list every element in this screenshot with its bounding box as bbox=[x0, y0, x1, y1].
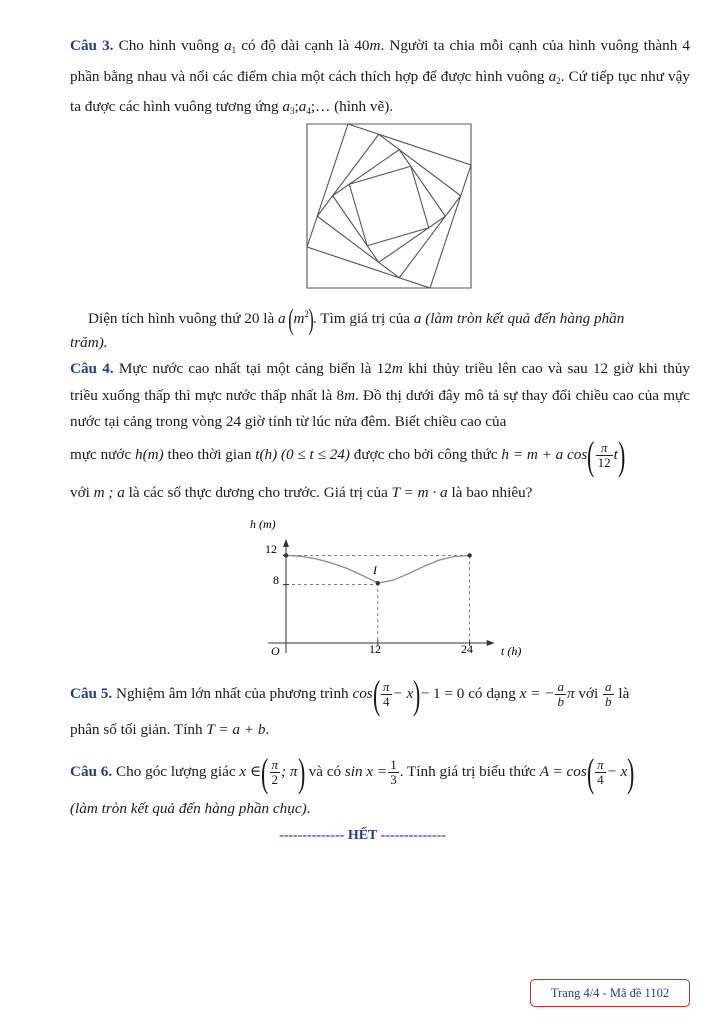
q4-formula-lhs: h = m + a cos bbox=[501, 446, 588, 463]
q4-text-1: Mực nước cao nhất tại một cảng biển là bbox=[118, 360, 372, 377]
q4-cond: (0 ≤ t ≤ 24) bbox=[280, 446, 350, 463]
q3-text-2: có độ dài cạnh là bbox=[241, 37, 350, 54]
q6-text-1: Cho góc lượng giác bbox=[116, 763, 236, 780]
point-start bbox=[284, 553, 288, 557]
graph-xlabel: t (h) bbox=[501, 644, 522, 658]
question-6-end bbox=[70, 796, 690, 823]
q5-frac-b: b bbox=[557, 694, 564, 710]
question-4-formula-line: mực nước h(m) theo thời gian t(h) (0 ≤ t ≤ 24) được cho bởi công thức h = m + a cos( $\frac{\pi}{12}$ t) bbox=[70, 432, 626, 478]
q6-text-4: (làm tròn kết quả đến hàng phần chục) bbox=[70, 800, 307, 817]
q5-text-4: là bbox=[618, 685, 630, 702]
end-marker: -------------- HẾT -------------- bbox=[279, 828, 446, 843]
question-3-continued: Diện tích hình vuông thứ 20 là a $(m^2)$. Tìm giá trị của a (làm tròn kết quả đến hàng phần bbox=[88, 302, 625, 336]
question-6-label: Câu 6. bbox=[70, 763, 113, 780]
q3-a2-sub: 2 bbox=[556, 75, 561, 86]
question-3 bbox=[70, 33, 690, 125]
q4-text-11: với bbox=[70, 484, 90, 501]
q3-a2: a bbox=[548, 67, 557, 85]
square-1 bbox=[307, 124, 471, 288]
q4-text-13: là bao nhiêu? bbox=[451, 484, 533, 501]
q5-eq: − 1 = 0 bbox=[420, 685, 465, 702]
q3-text-10: (làm tròn kết quả đến hàng phần bbox=[425, 310, 625, 327]
q5-frac-ab-2 bbox=[603, 680, 614, 709]
q4-ma: m ; a bbox=[93, 484, 125, 501]
q4-h12: 12 bbox=[592, 360, 609, 377]
q5-text-1: Nghiệm âm lớn nhất của phương trình bbox=[116, 685, 349, 702]
question-4-end bbox=[70, 480, 690, 507]
question-5-end bbox=[70, 717, 690, 744]
q5-cos: cos bbox=[352, 685, 373, 702]
q3-text-8: là bbox=[263, 310, 275, 327]
question-3-tail bbox=[70, 330, 690, 357]
q3-a3: a bbox=[282, 98, 291, 115]
square-5 bbox=[349, 166, 428, 245]
y-axis-arrow bbox=[283, 539, 289, 547]
q4-text-8: mực nước bbox=[70, 446, 132, 463]
q4-frac bbox=[596, 441, 613, 470]
q4-v12: 12 bbox=[376, 360, 392, 377]
q3-text-6: (hình vẽ). bbox=[334, 98, 394, 115]
q6-frac-2-num: 1 bbox=[390, 757, 397, 773]
graph-ytick-8: 8 bbox=[273, 573, 279, 587]
graph-xtick-12: 12 bbox=[369, 642, 381, 656]
q6-frac-1-num: π bbox=[271, 757, 279, 773]
q6-frac-3 bbox=[595, 758, 606, 787]
q3-text-1: Cho hình vuông bbox=[118, 37, 219, 54]
q3-dot: . bbox=[560, 67, 565, 85]
square-2 bbox=[307, 124, 471, 288]
q4-text-10: được cho bởi công thức bbox=[353, 446, 498, 463]
q5-pi: π bbox=[566, 685, 575, 702]
square-4 bbox=[333, 150, 446, 263]
q5-text-3: với bbox=[578, 685, 599, 702]
q4-text-6: chiều cao của mực nước tại cảng trong vòng bbox=[70, 386, 691, 430]
q3-var-a: a bbox=[278, 310, 286, 327]
q3-m2: m bbox=[293, 310, 305, 327]
question-4 bbox=[70, 356, 690, 436]
q6-frac-3-den: 4 bbox=[597, 772, 604, 788]
q4-text-2: khi thủy triều lên cao và sau bbox=[408, 360, 588, 377]
q3-text-11: trăm). bbox=[70, 334, 108, 351]
q3-side: 40 bbox=[354, 37, 370, 54]
question-5: Câu 5. Nghiệm âm lớn nhất của phương trình cos( $\frac{\pi}{4}$ − x)− 1 = 0 có dạng x = − $\frac{a}{b}$ π với $\frac{a}{b}$ là bbox=[70, 671, 630, 717]
q4-t: t bbox=[613, 446, 618, 463]
q6-frac-3-num: π bbox=[597, 757, 604, 773]
q5-frac-a-2: a bbox=[605, 679, 612, 695]
point-end bbox=[467, 553, 471, 557]
q5-text-5: phân số tối giản. Tính bbox=[70, 721, 203, 738]
q4-text-3: giờ khi bbox=[613, 360, 658, 377]
q4-text-5: . Đồ thị dưới đây mô tả sự thay đổi bbox=[355, 386, 572, 404]
q3-unit: m bbox=[369, 37, 381, 54]
q4-frac-num: π bbox=[596, 441, 613, 456]
q3-text-7: Diện tích hình vuông thứ bbox=[88, 310, 241, 327]
question-5-label: Câu 5. bbox=[70, 685, 113, 702]
q6-dot: . bbox=[306, 800, 311, 817]
q3-a3-sub: 3 bbox=[290, 106, 295, 116]
q3-ellipsis: ;… bbox=[310, 98, 331, 115]
q5-frac bbox=[381, 680, 392, 709]
q5-xeq: x = − bbox=[519, 685, 555, 702]
q4-th: t(h) bbox=[255, 446, 278, 463]
graph-ylabel: h (m) bbox=[250, 517, 276, 531]
tide-graph bbox=[240, 512, 540, 667]
q4-text-12: là các số thực dương cho trước. Giá trị của bbox=[128, 484, 388, 501]
q5-dot: . bbox=[265, 721, 270, 738]
q6-frac-1 bbox=[270, 758, 281, 787]
page-footer: Trang 4/4 - Mã đề 1102 bbox=[530, 979, 690, 1007]
q3-a4: a bbox=[298, 98, 307, 115]
q5-text-2: có dạng bbox=[468, 685, 516, 702]
q5-frac-den: 4 bbox=[383, 694, 390, 710]
q6-text-2: và có bbox=[308, 763, 342, 780]
q4-unit: m bbox=[391, 360, 403, 377]
q3-m2-sup: 2 bbox=[304, 309, 309, 319]
q6-semi: ; π bbox=[281, 763, 298, 780]
q4-v8: 8 bbox=[336, 386, 345, 404]
q3-text-3: . Người ta chia mỗi cạnh của hình vuông bbox=[380, 37, 639, 54]
tide-graph-svg bbox=[240, 512, 540, 662]
q6-minus-x: − x bbox=[606, 763, 628, 780]
q6-frac-2-den: 3 bbox=[390, 772, 397, 788]
square-3 bbox=[317, 134, 461, 278]
q3-a4-sub: 4 bbox=[306, 106, 311, 116]
q4-text-9: theo thời gian bbox=[167, 446, 252, 463]
q5-frac-a: a bbox=[557, 679, 564, 695]
q6-sinx: sin x = bbox=[344, 763, 388, 780]
q6-text-3: . Tính giá trị biểu thức bbox=[399, 763, 536, 780]
q4-text-7: giờ tính từ lúc nửa đêm. Biết chiều cao của bbox=[244, 413, 507, 430]
graph-point-label: I bbox=[373, 563, 377, 577]
q3-text-5: Cứ tiếp tục như vậy ta được các hình vuông tương ứng bbox=[70, 67, 690, 115]
point-I bbox=[376, 581, 380, 585]
q6-A: A = cos bbox=[539, 763, 587, 780]
nested-squares-figure bbox=[306, 123, 472, 294]
graph-origin: O bbox=[271, 644, 280, 658]
q4-hm: h(m) bbox=[134, 446, 164, 463]
q4-T: T = m · a bbox=[391, 484, 448, 501]
question-4-label: Câu 4. bbox=[70, 360, 114, 377]
q3-var-a-2: a bbox=[413, 310, 422, 327]
q3-a1: a bbox=[224, 37, 232, 54]
graph-ytick-12: 12 bbox=[265, 542, 277, 556]
graph-xtick-24: 24 bbox=[461, 642, 473, 656]
q5-frac-num: π bbox=[383, 679, 390, 695]
tide-curve bbox=[286, 555, 470, 583]
q3-sep: ; bbox=[294, 98, 299, 115]
q5-T: T = a + b bbox=[206, 721, 266, 738]
q6-frac-2 bbox=[388, 758, 399, 787]
q4-h24: 24 bbox=[225, 413, 242, 430]
q3-a1-sub: 1 bbox=[231, 45, 237, 55]
q6-xin: x ∈ bbox=[239, 763, 262, 780]
q4-frac-den: 12 bbox=[597, 455, 611, 471]
question-6: Câu 6. Cho góc lượng giác x ∈( $\frac{\pi}{2}$ ; π) và có sin x = $\frac{1}{3}$ . Tính giá trị biểu thức A = cos( $\frac{\pi}{4}$ − x) bbox=[70, 749, 635, 795]
q3-n20: 20 bbox=[244, 310, 260, 327]
q5-minus-x: − x bbox=[392, 685, 414, 702]
q3-text-4: thành 4 phần bằng nhau và nối các điểm chia một cách thích hợp để được hình vuông bbox=[70, 37, 691, 85]
q5-frac-b-2: b bbox=[605, 694, 612, 710]
q3-text-9: . Tìm giá trị của bbox=[312, 310, 411, 327]
nested-squares-svg bbox=[306, 123, 472, 289]
q4-unit-2: m bbox=[344, 386, 356, 404]
question-3-label: Câu 3. bbox=[70, 37, 114, 54]
x-axis-arrow bbox=[487, 640, 495, 646]
q6-frac-1-den: 2 bbox=[271, 772, 279, 788]
q4-text-4: thủy triều xuống thấp thì mực nước thấp nhất là bbox=[70, 360, 691, 404]
q5-frac-ab bbox=[555, 680, 566, 709]
